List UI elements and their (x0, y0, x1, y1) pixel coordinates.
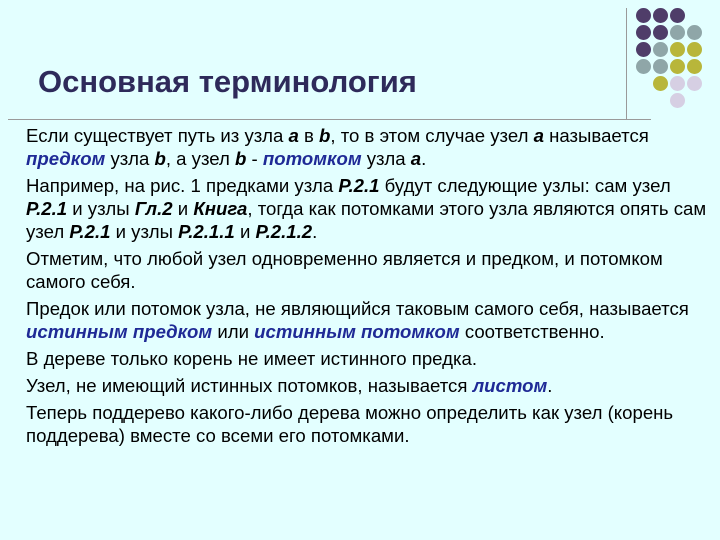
decor-dot (687, 25, 702, 40)
text-run: и узлы (67, 198, 135, 219)
page-title: Основная терминология (38, 64, 417, 99)
paragraph (26, 174, 716, 243)
body-text (26, 124, 716, 451)
decor-dot (687, 59, 702, 74)
decor-dot (653, 76, 668, 91)
text-run: Отметим, что любой узел одновременно является и предком, и потомком самого себя. (26, 248, 663, 292)
text-run: и (234, 221, 256, 242)
emphasis-text: Р.2.1 (26, 198, 68, 219)
decor-dot (653, 42, 668, 57)
text-run: называется (543, 125, 649, 146)
decor-dot (670, 42, 685, 57)
decor-dot (653, 59, 668, 74)
decor-dot (636, 42, 651, 57)
decor-vertical-line (626, 8, 627, 120)
text-run: в (298, 125, 320, 146)
text-run: . (312, 221, 318, 242)
text-run: узла (105, 148, 155, 169)
text-run: или (212, 321, 255, 342)
text-run: , а узел (165, 148, 236, 169)
emphasis-text: b (319, 125, 331, 146)
text-run: Если существует путь из узла (26, 125, 289, 146)
decor-dot (670, 25, 685, 40)
text-run: , то в этом случае узел (330, 125, 534, 146)
paragraph (26, 297, 716, 343)
text-run: Предок или потомок узла, не являющийся таковым самого себя, называется (26, 298, 689, 319)
decor-dot (687, 76, 702, 91)
decor-dot (670, 8, 685, 23)
decor-dot (670, 93, 685, 108)
paragraph (26, 247, 716, 293)
decor-dot (670, 59, 685, 74)
paragraph (26, 401, 716, 447)
emphasis-text: Р.2.1.2 (255, 221, 313, 242)
text-run: Теперь поддерево какого-либо дерева можно определить как узел (корень поддерева) вместе со всеми его потомками. (26, 402, 674, 446)
emphasis-text: b (154, 148, 166, 169)
text-run: - (246, 148, 263, 169)
text-run: Например, на рис. 1 предками узла (26, 175, 339, 196)
text-run: узла (361, 148, 411, 169)
text-run: В дереве только корень не имеет истинного предка. (26, 348, 478, 369)
emphasis-text: Р.2.1 (338, 175, 380, 196)
term-highlight: предком (26, 148, 106, 169)
term-highlight: листом (472, 375, 548, 396)
emphasis-text: Гл.2 (134, 198, 173, 219)
term-highlight: потомком (262, 148, 362, 169)
emphasis-text: a (410, 148, 422, 169)
text-run: Узел, не имеющий истинных потомков, называется (26, 375, 473, 396)
paragraph (26, 347, 716, 370)
term-highlight: истинным потомком (254, 321, 460, 342)
decor-horizontal-line (8, 119, 651, 120)
decor-dot (636, 25, 651, 40)
decor-dot (687, 42, 702, 57)
emphasis-text: a (533, 125, 544, 146)
decor-dot (653, 8, 668, 23)
decor-dot (670, 76, 685, 91)
text-run: будут следующие узлы: сам узел (379, 175, 671, 196)
term-highlight: истинным предком (26, 321, 213, 342)
emphasis-text: Р.2.1.1 (178, 221, 235, 242)
emphasis-text: a (288, 125, 299, 146)
emphasis-text: b (235, 148, 247, 169)
text-run: и (172, 198, 194, 219)
paragraph (26, 124, 716, 170)
text-run: . (421, 148, 427, 169)
decor-dot (653, 25, 668, 40)
text-run: . (547, 375, 553, 396)
decor-dot (636, 8, 651, 23)
text-run: и узлы (110, 221, 179, 242)
decor-dot (636, 59, 651, 74)
emphasis-text: Книга (193, 198, 248, 219)
text-run: соответственно. (459, 321, 605, 342)
text-run: , тогда как потомками этого узла являются опять сам узел (26, 198, 707, 242)
paragraph (26, 374, 716, 397)
emphasis-text: Р.2.1 (69, 221, 111, 242)
